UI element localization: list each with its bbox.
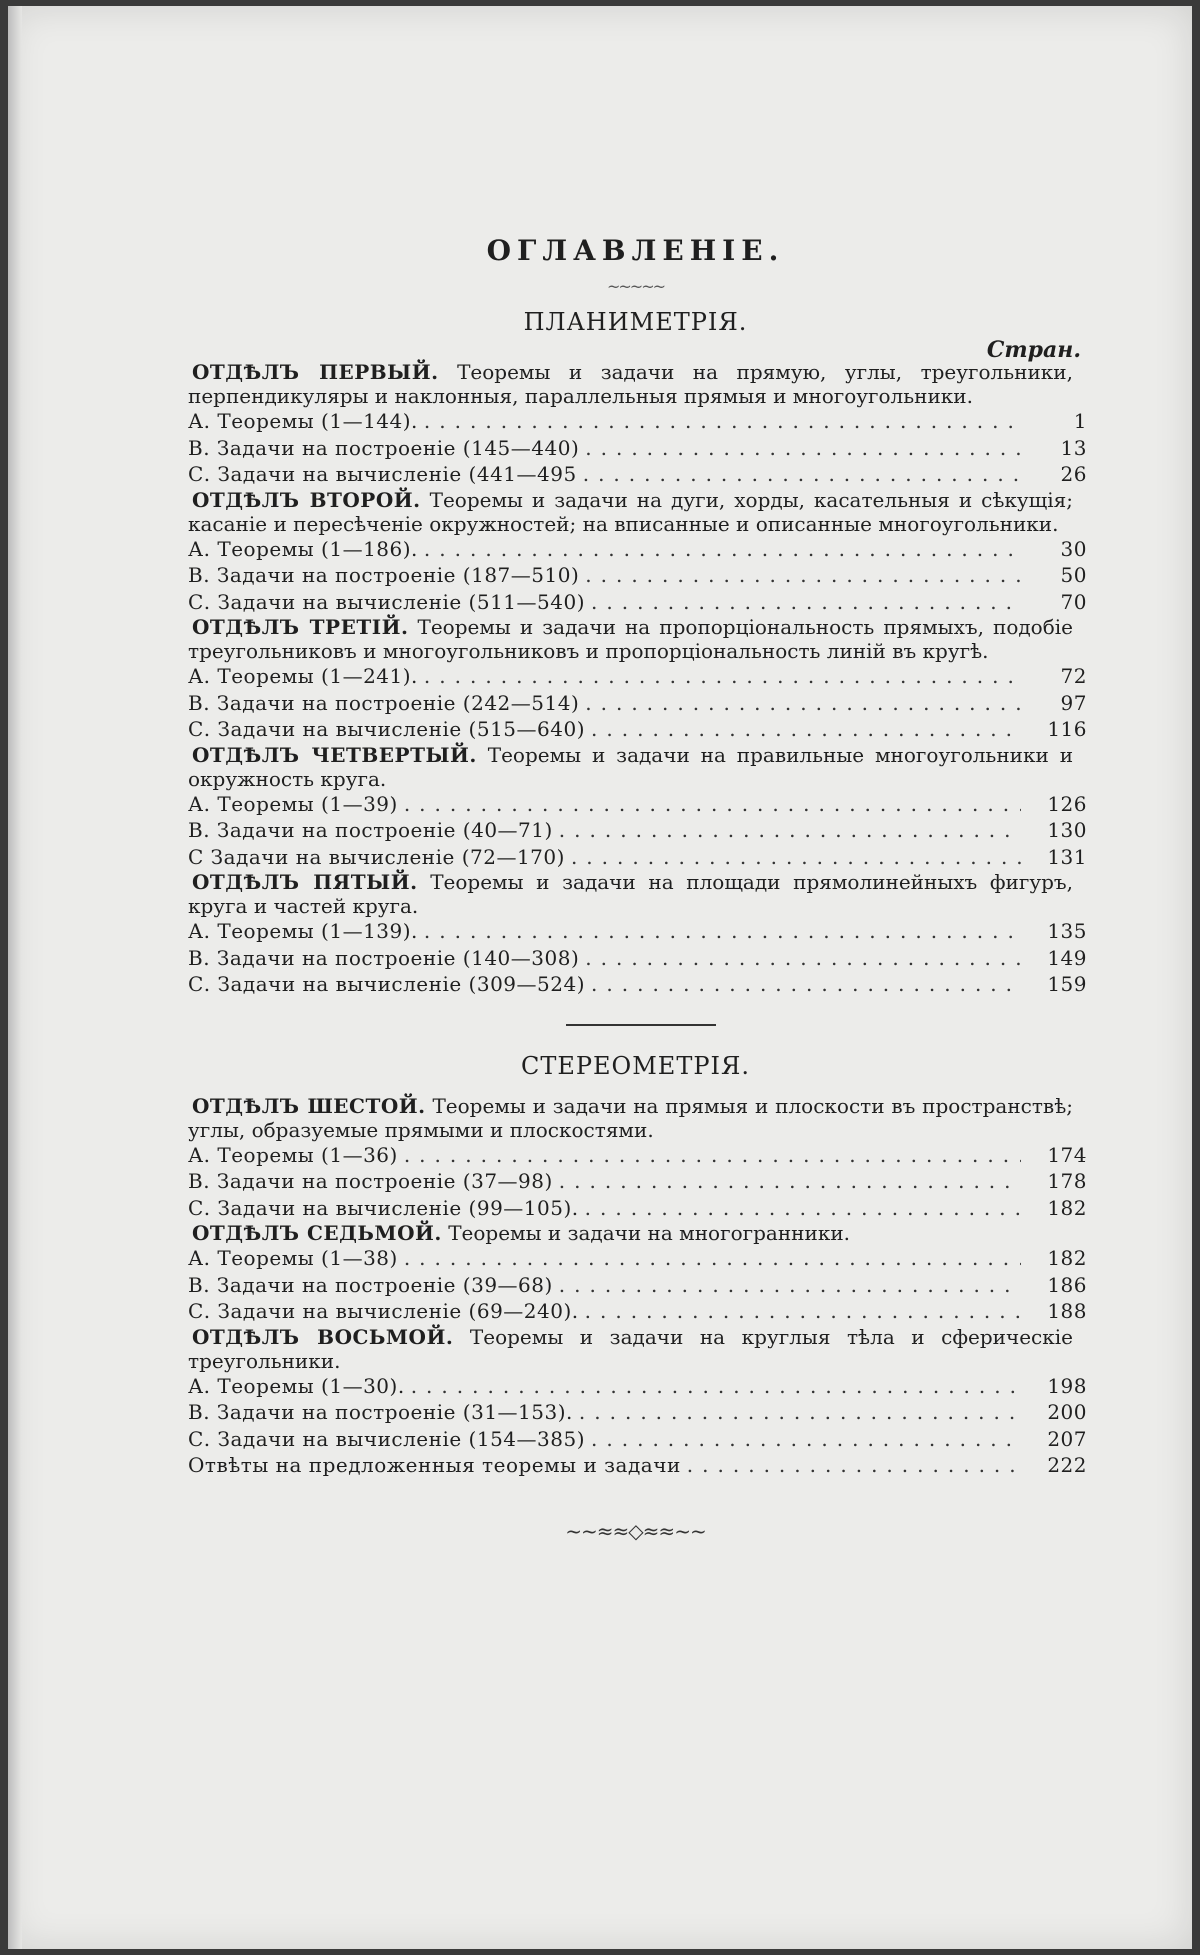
toc-row[interactable] bbox=[188, 791, 1087, 818]
book-page bbox=[8, 6, 1192, 1949]
leader-dots bbox=[559, 1168, 1021, 1195]
toc-row[interactable] bbox=[188, 1142, 1087, 1169]
section-8-desc: Теоремы и задачи на круглыя тѣла и сферическіе треугольники. bbox=[188, 1324, 1073, 1373]
toc-row[interactable] bbox=[188, 945, 1087, 972]
toc-row[interactable] bbox=[188, 1272, 1087, 1299]
toc-row-label: А. Теоремы (1—39) bbox=[188, 791, 398, 816]
end-ornament: ~~≈≈◇≈≈~~ bbox=[565, 1518, 706, 1543]
leader-dots bbox=[404, 1245, 1021, 1272]
section-3-desc: Теоремы и задачи на пропорціональность прямыхъ, подобіе треугольниковъ и многоугольниковъ и пропорціональность линій въ кругѣ. bbox=[188, 615, 1073, 663]
toc-row-page: 1 bbox=[1073, 409, 1087, 433]
section-5-desc: Теоремы и задачи на площади прямолинейныхъ фигуръ, круга и частей круга. bbox=[188, 870, 1073, 918]
section-2-name: ОТДѢЛЪ ВТОРОЙ. bbox=[192, 487, 421, 512]
toc-row[interactable] bbox=[188, 690, 1087, 717]
section-3 bbox=[188, 615, 1073, 663]
leader-dots bbox=[585, 435, 1021, 462]
toc-row[interactable] bbox=[188, 918, 1087, 945]
section-7-name: ОТДѢЛЪ СЕДЬМОЙ. bbox=[192, 1221, 442, 1245]
toc-row[interactable] bbox=[188, 1298, 1087, 1325]
section-5 bbox=[188, 870, 1073, 918]
toc-row-label: А. Теоремы (1—38) bbox=[188, 1246, 398, 1270]
section-divider bbox=[566, 1024, 716, 1026]
toc-row-page: 182 bbox=[1047, 1246, 1087, 1270]
section-1-desc: Теоремы и задачи на прямую, углы, треугольники, перпендикуляры и наклонныя, параллельныя прямыя и многоугольники. bbox=[188, 360, 1073, 408]
toc-row-label: В. Задачи на построеніе (145—440) bbox=[188, 435, 580, 460]
toc-row-page: 182 bbox=[1047, 1195, 1087, 1220]
toc-row[interactable] bbox=[188, 408, 1087, 435]
toc-row[interactable] bbox=[188, 716, 1087, 743]
toc-row[interactable] bbox=[188, 589, 1087, 616]
toc-row-page: 178 bbox=[1047, 1169, 1087, 1193]
toc-row-page: 222 bbox=[1047, 1453, 1087, 1477]
toc-row-label: В. Задачи на построеніе (40—71) bbox=[188, 818, 553, 842]
toc-row[interactable] bbox=[188, 1399, 1087, 1426]
toc-row-label: В. Задачи на построеніе (37—98) bbox=[188, 1169, 553, 1193]
section-2-desc: Теоремы и задачи на дуги, хорды, касательныя и сѣкущія; касаніе и пересѣченіе окружностей; на вписанные и описанные многоугольники. bbox=[188, 487, 1073, 536]
toc-row-page: 116 bbox=[1047, 717, 1087, 741]
section-4-desc: Теоремы и задачи на правильные многоугольники и окружность круга. bbox=[188, 742, 1074, 791]
page-column-header: Стран. bbox=[986, 337, 1081, 363]
section-8-name: ОТДѢЛЪ ВОСЬМОЙ. bbox=[192, 1324, 454, 1349]
section-6-desc: Теоремы и задачи на прямыя и плоскости въ пространствѣ; углы, образуемые прямыми и плоскостями. bbox=[188, 1093, 1073, 1142]
toc-row-label: С. Задачи на вычисленіе (69—240). bbox=[188, 1299, 579, 1323]
toc-row-page: 174 bbox=[1047, 1142, 1087, 1167]
section-6-name: ОТДѢЛЪ ШЕСТОЙ. bbox=[192, 1093, 426, 1118]
leader-dots bbox=[424, 918, 1021, 945]
toc-row-label: С. Задачи на вычисленіе (154—385) bbox=[188, 1426, 586, 1451]
toc-row-page: 13 bbox=[1060, 435, 1087, 460]
toc-row-label: А. Теоремы (1—139). bbox=[188, 919, 418, 943]
toc-row-label: А. Теоремы (1—36) bbox=[188, 1142, 398, 1167]
toc-row-label: С Задачи на вычисленіе (72—170) bbox=[188, 844, 565, 869]
toc-row-page: 126 bbox=[1047, 791, 1087, 816]
leader-dots bbox=[585, 945, 1021, 972]
toc-row-label: В. Задачи на построеніе (187—510) bbox=[188, 563, 580, 587]
leader-dots bbox=[583, 461, 1021, 488]
toc-row-page: 130 bbox=[1047, 818, 1087, 842]
toc-row-label: В. Задачи на построеніе (242—514) bbox=[188, 690, 580, 715]
page-gutter bbox=[8, 6, 22, 1949]
section-4 bbox=[188, 743, 1073, 791]
toc-row[interactable] bbox=[188, 1426, 1087, 1453]
toc-row[interactable] bbox=[188, 435, 1087, 462]
leader-dots bbox=[404, 791, 1021, 818]
toc-row[interactable] bbox=[188, 1373, 1087, 1400]
toc-row-page: 135 bbox=[1047, 919, 1087, 943]
toc-row[interactable] bbox=[188, 461, 1087, 488]
leader-dots bbox=[585, 1195, 1021, 1222]
section-6 bbox=[188, 1094, 1073, 1142]
toc-row[interactable] bbox=[188, 1195, 1087, 1222]
section-8 bbox=[188, 1325, 1073, 1373]
toc-row-label: С. Задачи на вычисленіе (441—495 bbox=[188, 462, 577, 486]
leader-dots bbox=[591, 589, 1021, 616]
leader-dots bbox=[585, 1298, 1021, 1325]
toc-row[interactable] bbox=[188, 562, 1087, 589]
toc-row-page: 70 bbox=[1060, 589, 1087, 614]
toc-row-page: 30 bbox=[1060, 536, 1087, 561]
toc-row-page: 50 bbox=[1060, 563, 1087, 587]
toc-row-page: 149 bbox=[1047, 945, 1087, 970]
toc-row-label: А. Теоремы (1—30). bbox=[188, 1373, 405, 1398]
toc-row-answers[interactable] bbox=[188, 1452, 1087, 1479]
leader-dots bbox=[687, 1452, 1021, 1479]
toc-row-page: 200 bbox=[1047, 1400, 1087, 1424]
toc-row-page: 186 bbox=[1047, 1272, 1087, 1297]
leader-dots bbox=[559, 817, 1021, 844]
leader-dots bbox=[424, 536, 1021, 563]
toc-row-page: 26 bbox=[1060, 462, 1087, 486]
toc-row-page: 198 bbox=[1047, 1373, 1087, 1398]
leader-dots bbox=[571, 844, 1021, 871]
toc-row-page: 72 bbox=[1060, 664, 1087, 688]
toc-row-label: С. Задачи на вычисленіе (99—105). bbox=[188, 1195, 579, 1220]
toc-row[interactable] bbox=[188, 1245, 1087, 1272]
toc-row-page: 159 bbox=[1047, 972, 1087, 996]
toc-row-page: 97 bbox=[1060, 690, 1087, 715]
leader-dots bbox=[591, 971, 1021, 998]
leader-dots bbox=[591, 716, 1021, 743]
section-2 bbox=[188, 488, 1073, 536]
section-7 bbox=[188, 1221, 1073, 1245]
toc-row-page: 131 bbox=[1047, 844, 1087, 869]
page-title: ОГЛАВЛЕНІЕ. bbox=[486, 234, 785, 267]
toc-row-label: С. Задачи на вычисленіе (309—524) bbox=[188, 972, 586, 996]
toc-row-label: В. Задачи на построеніе (39—68) bbox=[188, 1272, 553, 1297]
toc-row-page: 188 bbox=[1047, 1299, 1087, 1323]
section-5-name: ОТДѢЛЪ ПЯТЫЙ. bbox=[192, 870, 418, 894]
section-7-desc: Теоремы и задачи на многогранники. bbox=[448, 1221, 850, 1245]
leader-dots bbox=[591, 1426, 1021, 1453]
toc-row-label: В. Задачи на построеніе (140—308) bbox=[188, 945, 580, 970]
toc-row-label: А. Теоремы (1—144). bbox=[188, 409, 418, 433]
leader-dots bbox=[585, 690, 1021, 717]
toc-row[interactable] bbox=[188, 844, 1087, 871]
table-of-contents bbox=[188, 234, 1087, 1543]
leader-dots bbox=[559, 1272, 1021, 1299]
leader-dots bbox=[424, 663, 1021, 690]
toc-row[interactable] bbox=[188, 1168, 1087, 1195]
section-1 bbox=[188, 360, 1073, 408]
section-3-name: ОТДѢЛЪ ТРЕТІЙ. bbox=[192, 615, 409, 639]
toc-row[interactable] bbox=[188, 663, 1087, 690]
leader-dots bbox=[411, 1373, 1021, 1400]
section-1-name: ОТДѢЛЪ ПЕРВЫЙ. bbox=[192, 360, 439, 384]
toc-row-page: 207 bbox=[1047, 1426, 1087, 1451]
planimetry-heading: ПЛАНИМЕТРІЯ. bbox=[523, 308, 748, 336]
toc-row-label: А. Теоремы (1—186). bbox=[188, 536, 418, 561]
title-ornament: ~~~~~ bbox=[606, 277, 665, 296]
stereometry-heading: СТЕРЕОМЕТРІЯ. bbox=[521, 1051, 750, 1080]
toc-row-label: А. Теоремы (1—241). bbox=[188, 664, 418, 688]
toc-row[interactable] bbox=[188, 971, 1087, 998]
toc-row-label: Отвѣты на предложенныя теоремы и задачи bbox=[188, 1453, 681, 1477]
toc-row-label: С. Задачи на вычисленіе (511—540) bbox=[188, 589, 586, 614]
leader-dots bbox=[424, 408, 1021, 435]
section-4-name: ОТДѢЛЪ ЧЕТВЕРТЫЙ. bbox=[192, 742, 477, 767]
toc-row[interactable] bbox=[188, 817, 1087, 844]
toc-row[interactable] bbox=[188, 536, 1087, 563]
toc-row-label: С. Задачи на вычисленіе (515—640) bbox=[188, 717, 586, 741]
toc-row-label: В. Задачи на построеніе (31—153). bbox=[188, 1400, 573, 1424]
leader-dots bbox=[404, 1142, 1021, 1169]
leader-dots bbox=[585, 562, 1021, 589]
leader-dots bbox=[579, 1399, 1021, 1426]
